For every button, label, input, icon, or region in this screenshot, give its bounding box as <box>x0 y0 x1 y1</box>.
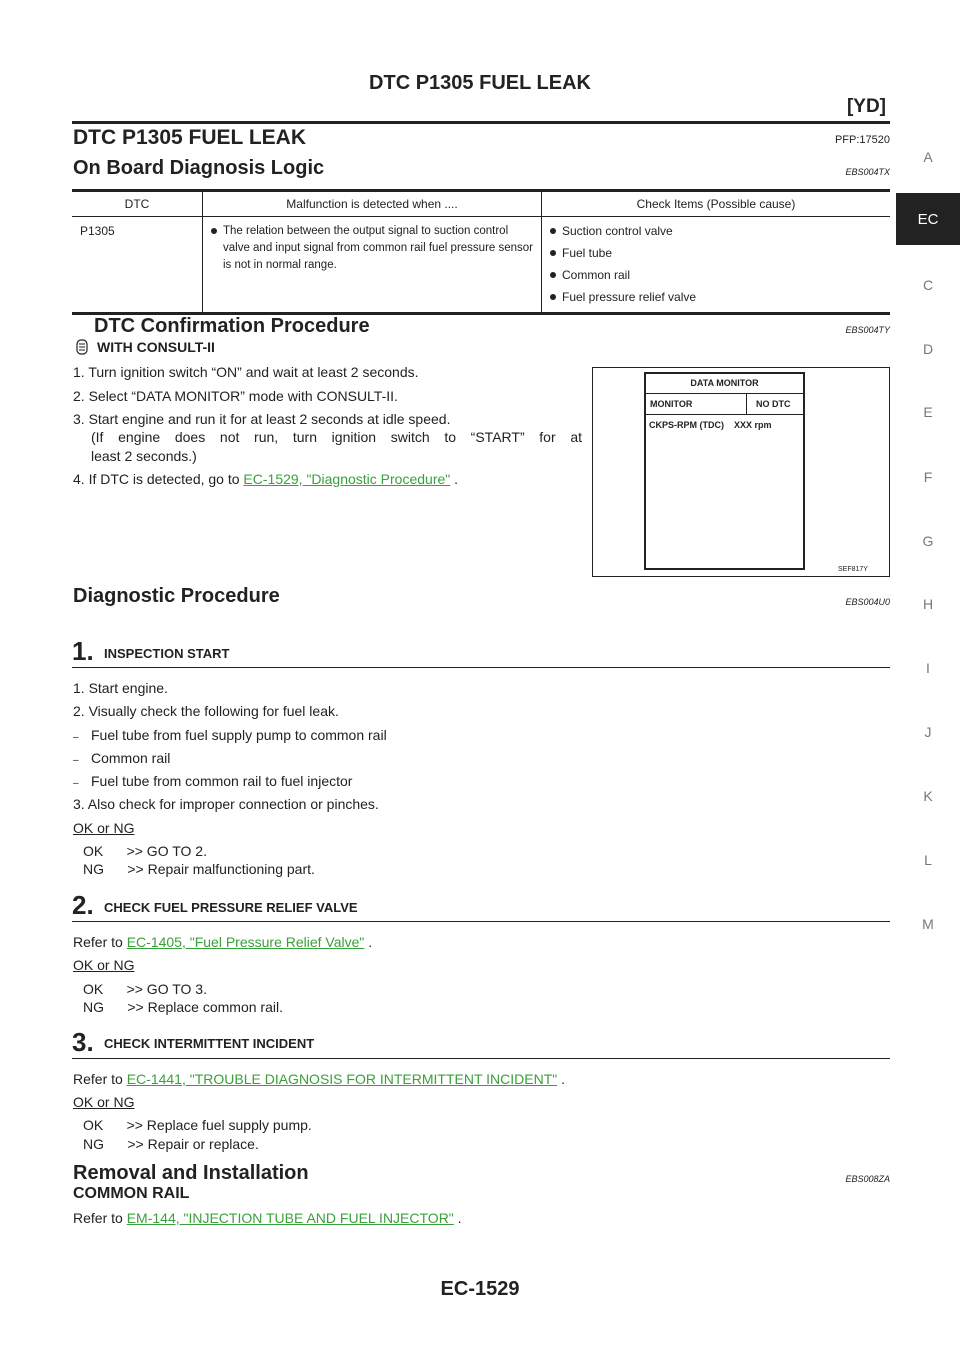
step3-ok: OK >> Replace fuel supply pump. <box>83 1117 312 1133</box>
step2-number: 2. <box>72 890 94 920</box>
figure-code: SEF817Y <box>838 566 868 573</box>
step3-title: CHECK INTERMITTENT INCIDENT <box>104 1036 315 1051</box>
screen-data-row: CKPS-RPM (TDC) XXX rpm <box>649 420 772 430</box>
step3-number: 3. <box>72 1027 94 1057</box>
table-row <box>72 217 890 314</box>
data-monitor-screen <box>644 372 805 570</box>
step2-title: CHECK FUEL PRESSURE RELIEF VALVE <box>104 900 358 915</box>
screen-col-monitor: MONITOR <box>650 399 693 409</box>
check-items-cell <box>542 217 891 314</box>
diag-title: Diagnostic Procedure <box>73 585 280 607</box>
step3-divider <box>72 1058 890 1059</box>
confirm-step-3-note-cont: least 2 seconds.) <box>91 448 197 464</box>
dtc-header-check: Check Items (Possible cause) <box>542 191 891 217</box>
bullet-icon <box>550 294 556 300</box>
step1-line-3: 3. Also check for improper connection or pinches. <box>73 796 379 812</box>
screen-title: DATA MONITOR <box>646 374 803 394</box>
step1-divider <box>72 667 890 668</box>
side-index-a[interactable]: A <box>923 149 933 165</box>
screen-col-nodtc: NO DTC <box>756 399 791 409</box>
step3-ok-or-ng: OK or NG <box>73 1094 135 1110</box>
list-item: Fuel tube <box>550 245 882 262</box>
step1-dash-3: – Fuel tube from common rail to fuel injector <box>73 773 353 789</box>
dtc-table <box>72 189 890 315</box>
list-item: Suction control valve <box>550 223 882 240</box>
step2-divider <box>72 921 890 922</box>
model-label: [YD] <box>846 96 886 117</box>
step1-dash-2: – Common rail <box>73 750 171 766</box>
step2-ok-or-ng: OK or NG <box>73 957 135 973</box>
confirm-step-3-note: (If engine does not run, turn ignition switch to “START” for at <box>91 429 582 445</box>
confirm-step-3: 3. Start engine and run it for at least 2 seconds at idle speed. <box>73 411 451 427</box>
step2-refer: Refer to EC-1405, "Fuel Pressure Relief Valve" . <box>73 934 373 950</box>
side-index-j[interactable]: J <box>924 724 932 740</box>
bullet-icon <box>550 272 556 278</box>
step3-ng: NG >> Repair or replace. <box>83 1136 259 1152</box>
dtc-value: P1305 <box>72 217 203 314</box>
side-index-g[interactable]: G <box>922 533 934 549</box>
section-title: DTC P1305 FUEL LEAK <box>73 126 306 149</box>
step1-line-1: 1. Start engine. <box>73 680 168 696</box>
confirm-title: DTC Confirmation Procedure <box>94 315 370 337</box>
side-index-e[interactable]: E <box>923 404 933 420</box>
diag-code: EBS004U0 <box>845 597 890 607</box>
step1-dash-1: – Fuel tube from fuel supply pump to common rail <box>73 727 387 743</box>
diagnostic-procedure-link[interactable]: EC-1529, "Diagnostic Procedure" <box>243 471 451 487</box>
fuel-pressure-relief-valve-link[interactable]: EC-1405, "Fuel Pressure Relief Valve" <box>126 934 365 950</box>
step1-ng: NG >> Repair malfunctioning part. <box>83 861 315 877</box>
step1-title: INSPECTION START <box>104 646 230 661</box>
confirm-step-4: 4. If DTC is detected, go to EC-1529, "Diagnostic Procedure" . <box>73 471 459 487</box>
side-index-c[interactable]: C <box>922 277 934 293</box>
injection-tube-link[interactable]: EM-144, "INJECTION TUBE AND FUEL INJECTOR" <box>126 1210 454 1226</box>
confirm-step-2: 2. Select “DATA MONITOR” mode with CONSULT-II. <box>73 388 398 404</box>
removal-title: Removal and Installation <box>73 1162 309 1184</box>
consult-label: WITH CONSULT-II <box>97 339 215 355</box>
header-divider <box>72 121 890 124</box>
list-item: Common rail <box>550 267 882 284</box>
removal-code: EBS008ZA <box>845 1174 890 1184</box>
list-item: Fuel pressure relief valve <box>550 289 882 306</box>
step1-ok-or-ng: OK or NG <box>73 820 135 836</box>
pfp-code: PFP:17520 <box>834 134 890 146</box>
side-index-f[interactable]: F <box>923 469 933 485</box>
bullet-icon <box>550 228 556 234</box>
side-index-l[interactable]: L <box>924 852 932 868</box>
step2-ng: NG >> Replace common rail. <box>83 999 283 1015</box>
malfunction-text: The relation between the output signal to suction control valve and input signal from common rail fuel pressure sensor is not in normal range. <box>223 225 534 271</box>
removal-refer: Refer to EM-144, "INJECTION TUBE AND FUEL INJECTOR" . <box>73 1210 462 1226</box>
consult-icon <box>75 339 89 355</box>
intermittent-incident-link[interactable]: EC-1441, "TROUBLE DIAGNOSIS FOR INTERMITTENT INCIDENT" <box>126 1071 558 1087</box>
dtc-header-malfunction: Malfunction is detected when .... <box>203 191 542 217</box>
confirm-step-1: 1. Turn ignition switch “ON” and wait at least 2 seconds. <box>73 364 419 380</box>
bullet-icon <box>211 228 217 234</box>
common-rail-subtitle: COMMON RAIL <box>73 1185 190 1202</box>
obd-title: On Board Diagnosis Logic <box>73 157 325 179</box>
page-header-title: DTC P1305 FUEL LEAK <box>369 72 591 94</box>
step1-number: 1. <box>72 636 94 666</box>
side-index-d[interactable]: D <box>922 341 934 357</box>
side-index-m[interactable]: M <box>922 916 934 932</box>
malfunction-cell <box>203 217 542 314</box>
step3-refer: Refer to EC-1441, "TROUBLE DIAGNOSIS FOR INTERMITTENT INCIDENT" . <box>73 1071 565 1087</box>
side-index-h[interactable]: H <box>922 596 934 612</box>
obd-code: EBS004TX <box>845 167 890 177</box>
step1-line-2: 2. Visually check the following for fuel leak. <box>73 703 339 719</box>
step2-ok: OK >> GO TO 3. <box>83 981 207 997</box>
side-index-i[interactable]: I <box>926 660 930 676</box>
dtc-header-dtc: DTC <box>72 191 203 217</box>
dtc-table-header <box>72 191 890 217</box>
bullet-icon <box>550 250 556 256</box>
confirm-code: EBS004TY <box>845 325 890 335</box>
step1-ok: OK >> GO TO 2. <box>83 843 207 859</box>
screen-header-row <box>646 394 803 415</box>
page-number: EC-1529 <box>440 1278 520 1300</box>
side-index-k[interactable]: K <box>923 788 933 804</box>
side-index-ec[interactable]: EC <box>896 193 960 245</box>
